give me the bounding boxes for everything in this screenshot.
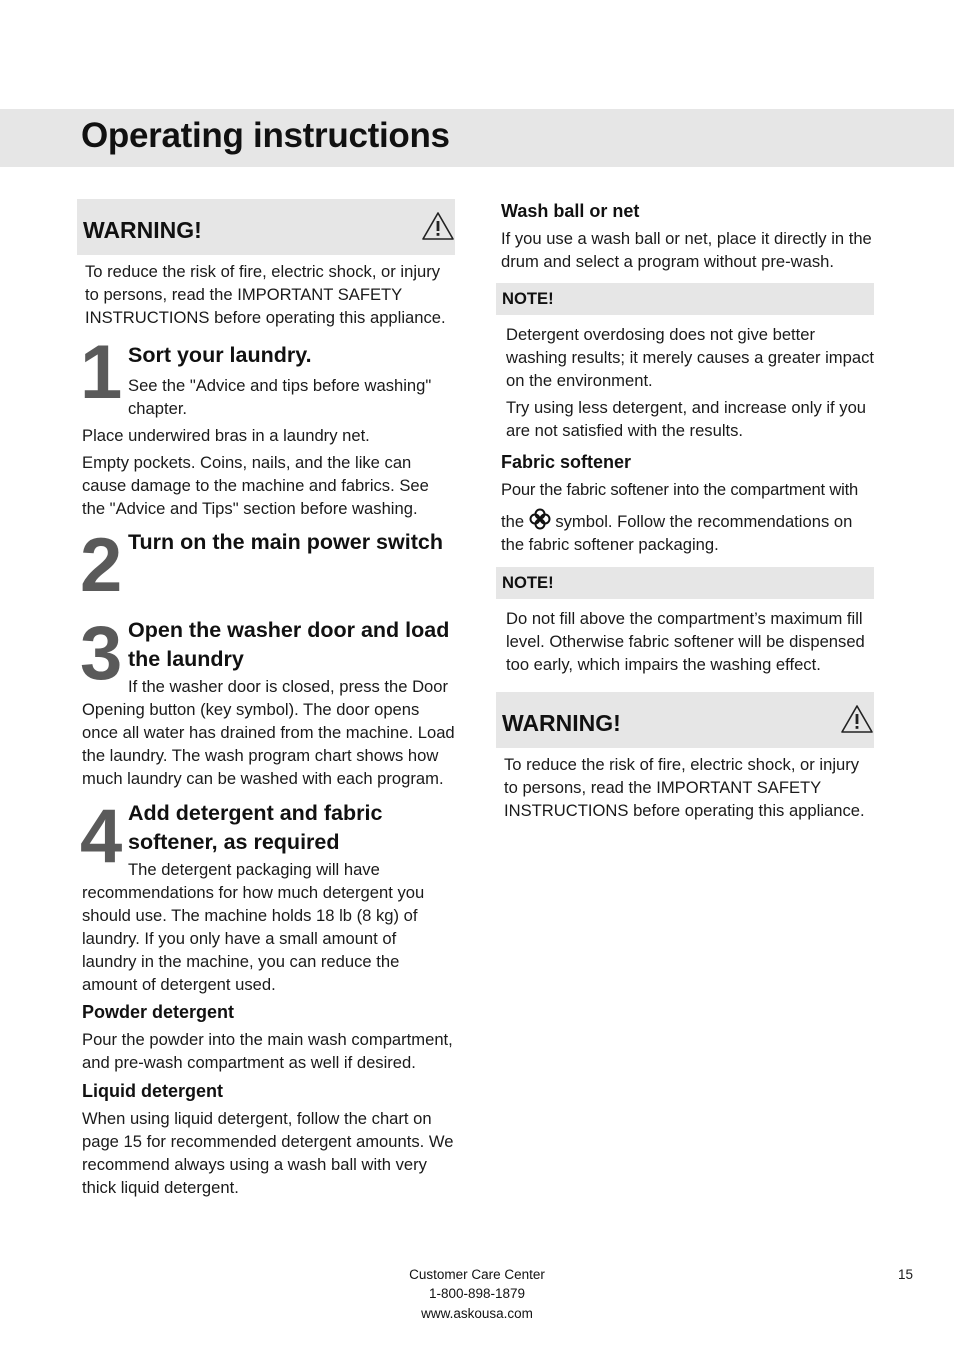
fabric-softener-flower-icon: [529, 508, 551, 530]
text-fragment: symbol. Follow the recommendations on the fabric softener packaging.: [501, 512, 853, 554]
warning-text: To reduce the risk of fire, electric shock, or injury to persons, read the IMPORTANT SAFETY INSTRUCTIONS before operating this appliance.: [85, 262, 446, 327]
paragraph: Pour the fabric softener into the compartment with: [501, 480, 859, 499]
footer-website: www.askousa.com: [421, 1305, 533, 1321]
page-number: 15: [898, 1267, 914, 1282]
warning-title: WARNING!: [502, 710, 621, 736]
section-heading: Powder detergent: [82, 1002, 235, 1022]
step-number: 4: [80, 794, 119, 879]
paragraph: Detergent overdosing does not give better washing results; it merely causes a greater impact on the environment.: [506, 325, 874, 390]
step-number: 3: [80, 611, 119, 696]
note-header: [496, 283, 874, 315]
paragraph: Pour the powder into the main wash compartment, and pre-wash compartment as well if desired.: [82, 1030, 453, 1072]
page-title: Operating instructions: [81, 116, 450, 155]
warning-triangle-icon: [421, 211, 455, 241]
paragraph: Try using less detergent, and increase only if you are not satisfied with the results.: [506, 398, 867, 440]
note-title: NOTE!: [502, 289, 554, 308]
section-heading: Liquid detergent: [82, 1081, 223, 1101]
step-3: [77, 611, 455, 696]
warning-triangle-icon: [840, 704, 874, 734]
step-lead: See the "Advice and tips before washing" chapter.: [128, 376, 432, 418]
footer-phone: 1-800-898-1879: [428, 1286, 526, 1302]
warning-title: WARNING!: [83, 217, 202, 243]
step-1: [77, 330, 455, 420]
paragraph-with-symbol: [496, 508, 874, 556]
section-heading: Fabric softener: [501, 452, 632, 472]
note-body: [496, 599, 874, 676]
note-title: NOTE!: [502, 573, 554, 592]
step-2: [77, 523, 455, 610]
paragraph: Place underwired bras in a laundry net.: [82, 426, 370, 445]
step-number: 2: [80, 523, 119, 608]
paragraph: If you use a wash ball or net, place it directly in the drum and select a program without pre-wash.: [501, 229, 872, 271]
step-heading: Add detergent and fabric softener, as required: [128, 801, 383, 854]
footer: [0, 1265, 954, 1323]
note-body: [496, 315, 874, 442]
title-band: [0, 109, 954, 167]
warning-header: [77, 199, 455, 255]
step-number: 1: [80, 330, 119, 415]
section-heading: Wash ball or net: [501, 201, 640, 221]
paragraph: When using liquid detergent, follow the chart on page 15 for recommended detergent amounts. We recommend always using a wash ball with very thick liquid detergent.: [82, 1109, 454, 1197]
paragraph: The detergent packaging will have recommendations for how much detergent you should use. The machine holds 18 lb (8 kg) of laundry. If you only have a small amount of laundry in the machine, you can reduce the amount of detergent used.: [82, 860, 425, 994]
paragraph: If the washer door is closed, press the Door Opening button (key symbol). The door opens once all water has drained from the machine. Load the laundry. The wash program chart shows how much laundry can be washed with each program.: [82, 677, 455, 788]
step-heading: Turn on the main power switch: [128, 530, 443, 554]
step-heading: Sort your laundry.: [128, 343, 312, 367]
warning-header: [496, 692, 874, 748]
warning-text: To reduce the risk of fire, electric shock, or injury to persons, read the IMPORTANT SAFETY INSTRUCTIONS before operating this appliance.: [504, 755, 865, 820]
paragraph: Empty pockets. Coins, nails, and the like can cause damage to the machine and fabrics. See the "Advice and Tips" section before washing.: [82, 453, 429, 518]
left-column: [77, 199, 455, 1199]
right-column: [496, 199, 874, 822]
footer-line: Customer Care Center: [409, 1267, 545, 1282]
text-fragment: the: [501, 512, 525, 531]
note-header: [496, 567, 874, 599]
paragraph: Do not fill above the compartment’s maximum fill level. Otherwise fabric softener will be dispensed too early, which impairs the washing effect.: [506, 609, 865, 674]
step-heading: Open the washer door and load the laundry: [128, 618, 450, 671]
step-4: [77, 794, 455, 879]
